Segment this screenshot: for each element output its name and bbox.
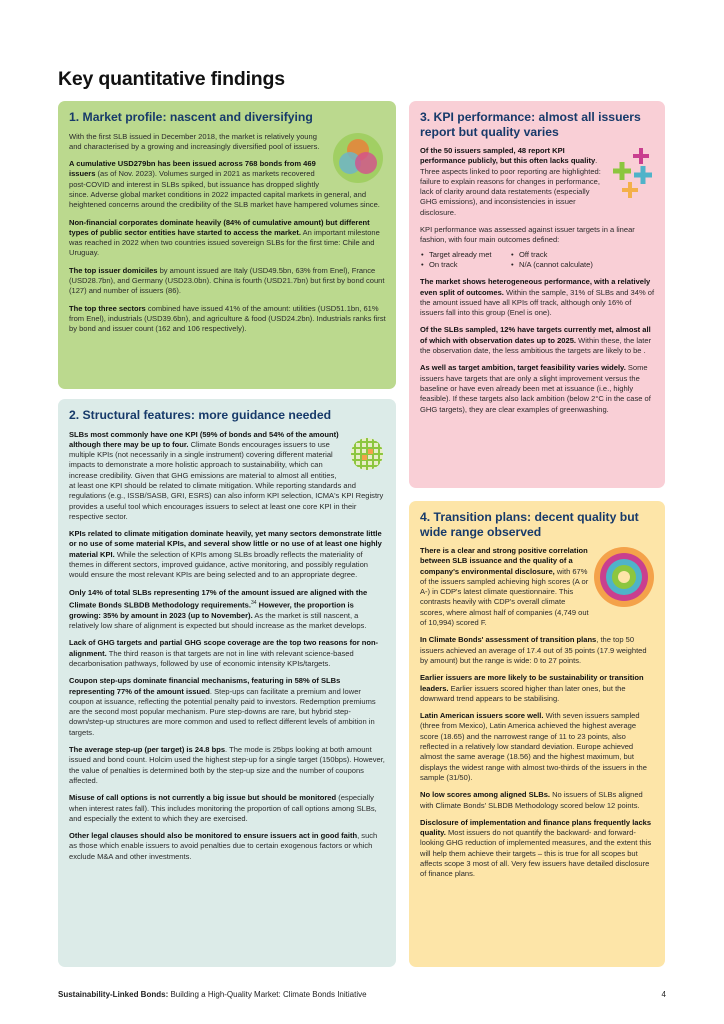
kpi-assessment: KPI performance was assessed against issuer targets in a linear fashion, with four main outcomes defined: <box>420 225 635 245</box>
structural-features-heading: 2. Structural features: more guidance needed <box>69 408 332 422</box>
structural-kpi-count: SLBs most commonly have one KPI (59% of bonds and 54% of the amount) although there may be up to four. Climate Bonds encourages issuers to use multiple KPIs (not necessarily in a single instrument) covering different material impacts to demonstrate a more holistic approach to sustainability, which can increase credibility. Given that GHG emissions are material to almost all entities, at least one KPI should be related to climate mitigation. While reporting standards and regulations (e.g., ISSB/SASB, GRI, ESRS) can also inform KPI selection, ICMA's KPI Registry provides a useful tool which encourages issuers to select at least one core KPI in their respective sector. <box>69 429 384 521</box>
market-cumulative: A cumulative USD279bn has been issued across 768 bonds from 469 issuers (as of Nov. 2023). Volumes surged in 2021 as markets recovered post-COVID and interest in SLBs spiked, but issuance has dropped slightly since. Adverse global market conditions in 2022 impacted capital markets in general, and heightened concerns around the credibility of the SLB market have hampered volumes since. <box>69 159 380 210</box>
transition-assessment: In Climate Bonds' assessment of transition plans, the top 50 issuers achieved an average of 17.4 out of 35 points (17.9 weighted by amount) but the range is wide: 0 to 27 points. <box>420 635 647 665</box>
market-sectors: The top three sectors combined have issued 41% of the amount: utilities (USD51.1bn, 61% from Enel), industrials (USD39.6bn), and agriculture & food (USD24.2bn). Industrials ranks first by bond and issuer count (162 and 106 respectively). <box>69 303 386 334</box>
list-item: • On track <box>420 260 510 270</box>
kpi-targets-met: Of the SLBs sampled, 12% have targets currently met, almost all of which with observation dates up to 2025. Within these, the later the observation date, the less ambitious the targets are likely to be . <box>420 325 652 356</box>
structural-coupon-stepups: Coupon step-ups dominate financial mechanisms, featuring in 58% of SLBs representing 77% of the amount issued. Step-ups can facilitate a premium and lower coupon at issuance, reflecting the potential penalty paid to investors. Redemption premiums are the second most popular mechanism. Pure step-downs are rare, but hybrid step-down/step-up structures are more common and used to reflect different levels of ambition in targets. <box>69 676 376 737</box>
grid-sphere-icon <box>348 430 386 478</box>
structural-call-options: Misuse of call options is not currently a big issue but should be monitored (especially when interest rates fall). This includes monitoring the proportion of call options among SLBs, and especially the extent to which they are exercised. <box>69 793 377 823</box>
structural-alignment: Only 14% of total SLBs representing 17% of the amount issued are aligned with the Climate Bonds SLBDB Methodology requirements.$^{34}$ However, the proportion is growing: 35% by amount in 2023 (up to November). As the market is still nascent, a relatively low share of alignment is expected but should increase as the market develops. <box>69 587 368 631</box>
transition-earlier-issuers: Earlier issuers are more likely to be sustainability or transition leaders. Earlier issuers scored higher than later ones, but the downward trend appears to be stabilising. <box>420 673 644 703</box>
transition-latin-america: Latin American issuers score well. With seven issuers sampled (three from Mexico), Latin America achieved the highest average score (18.65) and the narrowest range of 11 to 23 points, also reflected in a relatively low standard deviation. Europe achieved almost the same average (18.56) and the highest maximum, but displays the widest range with almost two-thirds of the issuers in the sample (31/50). <box>420 711 647 782</box>
structural-legal-clauses: Other legal clauses should also be monitored to ensure issuers act in good faith, such as those which enable issuers to avoid penalties due to certain exogenous factors or which exclude M&A and other investments. <box>69 831 378 861</box>
market-profile-panel <box>58 101 396 389</box>
kpi-reporting: Of the 50 issuers sampled, 48 report KPI performance publicly, but this often lacks quality. Three aspects linked to poor reporting are highlighted: failure to explain reasons for changes in performance, lack of clarity around data restatements (especially GHG emissions), and inconsistencies in issuer disclosure. <box>420 146 601 217</box>
plus-signs-icon <box>611 146 655 200</box>
transition-plans-panel <box>409 501 665 967</box>
structural-ghg-targets: Lack of GHG targets and partial GHG scope coverage are the top two reasons for non-alignment. The third reason is that targets are not in line with relevant science-based decarbonisation pathways, followed by use of economic intensity KPIs/targets. <box>69 638 379 668</box>
venn-icon <box>330 132 386 184</box>
market-domiciles: The top issuer domiciles by amount issued are Italy (USD49.5bn, 63% from Enel), France (USD28.7bn), and Germany (USD23.0bn). China is fourth (USD21.7bn) but first by bond count (127) and number of issuers (86). <box>69 265 385 296</box>
kpi-performance-heading: 3. KPI performance: almost all issuers report but quality varies <box>420 110 641 139</box>
market-corporates: Non-financial corporates dominate heavily (84% of cumulative amount) but different types of public sector entities have started to access the market. An important milestone was reached in 2022 when two countries issued sovereign SLBs for the first time: Chile and Uruguay. <box>69 217 380 258</box>
list-item: • Off track <box>510 250 655 260</box>
kpi-feasibility: As well as target ambition, target feasibility varies widely. Some issuers have targets that are only a slight improvement versus the baseline or have even already been met at issuance (i.e., highly feasible). If these targets also lack ambition (below 2°C in the case of GHG targets), they are clear examples of greenwashing. <box>420 363 651 414</box>
market-profile-heading: 1. Market profile: nascent and diversifying <box>69 110 313 124</box>
structural-average-stepup: The average step-up (per target) is 24.8 bps. The mode is 25bps looking at both amount issued and bond count. Holcim used the highest step-up for a single target (150bps). However, the value of penalties is determined both by the step-up size and the number of coupons affected. <box>69 745 385 785</box>
transition-correlation: There is a clear and strong positive correlation between SLB issuance and the quality of a company's environmental disclosure, with 67% of the issuers sampled achieving high scores (A or A-) in CDP's latest climate questionnaire. This contrasts heavily with CDP's overall climate scores, where almost half of companies (4,749 out of 10,994) scored F. <box>420 546 589 628</box>
structural-features-panel <box>58 399 396 967</box>
list-item: • N/A (cannot calculate) <box>510 260 655 270</box>
transition-disclosure: Disclosure of implementation and finance plans frequently lacks quality. Most issuers do not quantify the backward- and forward-looking GHG reduction of implemented measures, and the extent this will help them achieve their targets – this is true for all scopes but affects scope 3 most of all. Very few issuers have detailed disclosure of finance plans. <box>420 817 652 879</box>
kpi-heterogeneous: The market shows heterogeneous performance, with a relatively even split of outcomes. Within the sample, 31% of SLBs and 34% of the amount issued have all KPIs off track, although only 16% of issuers fall into this group (Enel is one). <box>420 277 655 318</box>
list-item: • Target already met <box>420 250 510 260</box>
structural-climate-kpis: KPIs related to climate mitigation dominate heavily, yet many sectors demonstrate little or no use of some material KPIs, and several show little or no use of at least one highly material KPI. While the selection of KPIs among SLBs broadly reflects the materiality of themes in different sectors, improved guidance, active monitoring, and possibly regulation would ensure the most relevant KPIs are being selected and to an appropriate degree. <box>69 529 382 580</box>
page-number: 4 <box>661 990 666 999</box>
kpi-outcomes-list <box>420 250 655 271</box>
transition-plans-heading: 4. Transition plans: decent quality but wide range observed <box>420 510 639 539</box>
page-title: Key quantitative findings <box>58 68 285 90</box>
market-intro: With the first SLB issued in December 2018, the market is relatively young and characterised by a growing and increasingly diversified pool of issuers. <box>69 131 320 151</box>
kpi-performance-panel <box>409 101 665 488</box>
concentric-target-icon <box>593 546 655 608</box>
page-footer: Sustainability-Linked Bonds: Building a High-Quality Market: Climate Bonds Initiative <box>58 990 367 999</box>
transition-no-low-scores: No low scores among aligned SLBs. No issuers of SLBs aligned with Climate Bonds' SLBDB Methodology scored below 12 points. <box>420 790 643 810</box>
